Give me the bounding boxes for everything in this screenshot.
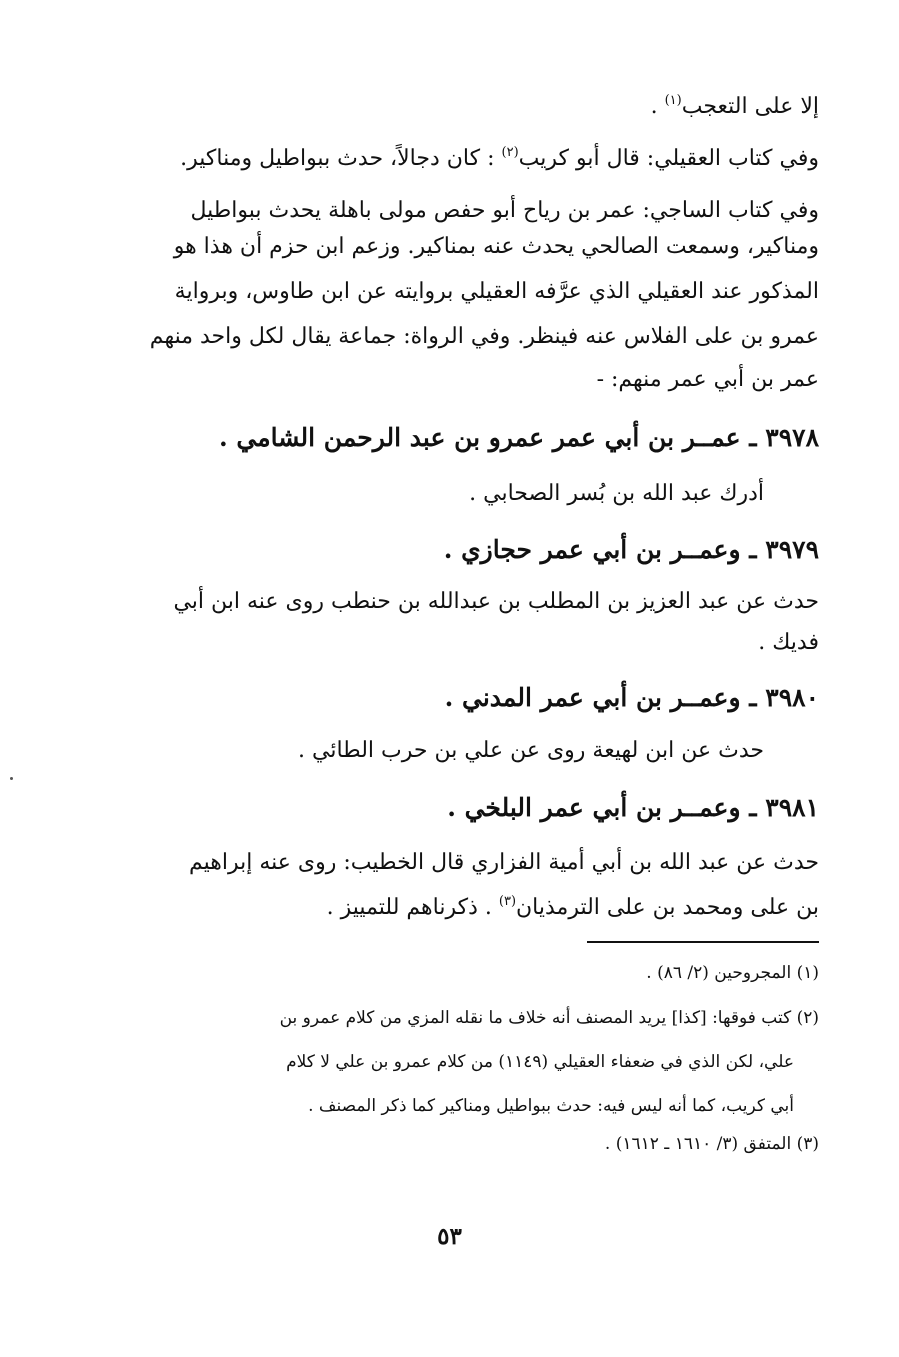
aqili-text-after: : كان دجالاً، حدث ببواطيل ومناكير. [180,146,502,171]
entry-heading-3980: ٣٩٨٠ ـ وعمــر بن أبي عمر المدني . [444,683,819,712]
saji-line-1: وفي كتاب الساجي: عمر بن رياح أبو حفص مولى باهلة يحدث ببواطيل [190,198,819,223]
entry-text-3980: حدث عن ابن لهيعة روى عن علي بن حرب الطائي . [298,738,764,763]
entry-heading-3978: ٣٩٧٨ ـ عمــر بن أبي عمر عمرو بن عبد الرحمن الشامي . [218,423,819,452]
aqili-line [180,144,819,174]
footnote-ref-1[interactable]: (١) [664,93,682,108]
footnote-separator [587,941,819,943]
footnote-2-line-3: أبي كريب، كما أنه ليس فيه: حدث ببواطيل ومناكير كما ذكر المصنف . [308,1096,794,1116]
footnote-3: (٣) المتفق (٣/ ١٦١٠ ـ ١٦١٢) . [604,1134,819,1154]
entry-text-3978: أدرك عبد الله بن بُسر الصحابي . [469,481,764,506]
margin-dot [10,777,13,780]
footnote-ref-2[interactable]: (٢) [501,145,519,160]
entry-text-3979-2: فديك . [758,630,819,655]
entry-text-3981-1: حدث عن عبد الله بن أبي أمية الفزاري قال الخطيب: روى عنه إبراهيم [189,850,819,875]
entry-text-3981-before-ref: بن على ومحمد بن على الترمذيان [516,895,819,920]
saji-line-3: المذكور عند العقيلي الذي عرَّفه العقيلي بروايته عن ابن طاوس، وبرواية [174,279,819,304]
entry-text-3981-after-ref: . ذكرناهم للتمييز . [326,895,499,920]
entry-heading-3981: ٣٩٨١ ـ وعمــر بن أبي عمر البلخي . [447,793,819,822]
aqili-text-before: وفي كتاب العقيلي: قال أبو كريب [518,146,819,171]
entry-text-3981-2 [327,893,819,923]
page-number: ٥٣ [437,1223,462,1250]
saji-line-4: عمرو بن على الفلاس عنه فينظر. وفي الرواة: جماعة يقال لكل واحد منهم [149,324,819,349]
footnote-1: (١) المجروحين (٢/ ٨٦) . [646,963,819,983]
footnote-2-line-1: (٢) كتب فوقها: [كذا] يريد المصنف أنه خلاف ما نقله المزي من كلام عمرو بن [279,1008,819,1028]
saji-line-5: عمر بن أبي عمر منهم: - [596,367,819,392]
intro-line [651,92,819,122]
footnote-ref-3[interactable]: (٣) [498,894,517,909]
entry-heading-3979: ٣٩٧٩ ـ وعمــر بن أبي عمر حجازي . [443,535,819,564]
intro-text: إلا على التعجب [681,94,819,119]
entry-text-3979-1: حدث عن عبد العزيز بن المطلب بن عبدالله بن حنطب روى عنه ابن أبي [173,589,819,614]
intro-end: . [650,94,665,119]
saji-line-2: ومناكير، وسمعت الصالحي يحدث عنه بمناكير. وزعم ابن حزم أن هذا هو [173,234,819,259]
footnote-2-line-2: علي، لكن الذي في ضعفاء العقيلي (١١٤٩) من كلام عمرو بن علي لا كلام [286,1052,794,1072]
